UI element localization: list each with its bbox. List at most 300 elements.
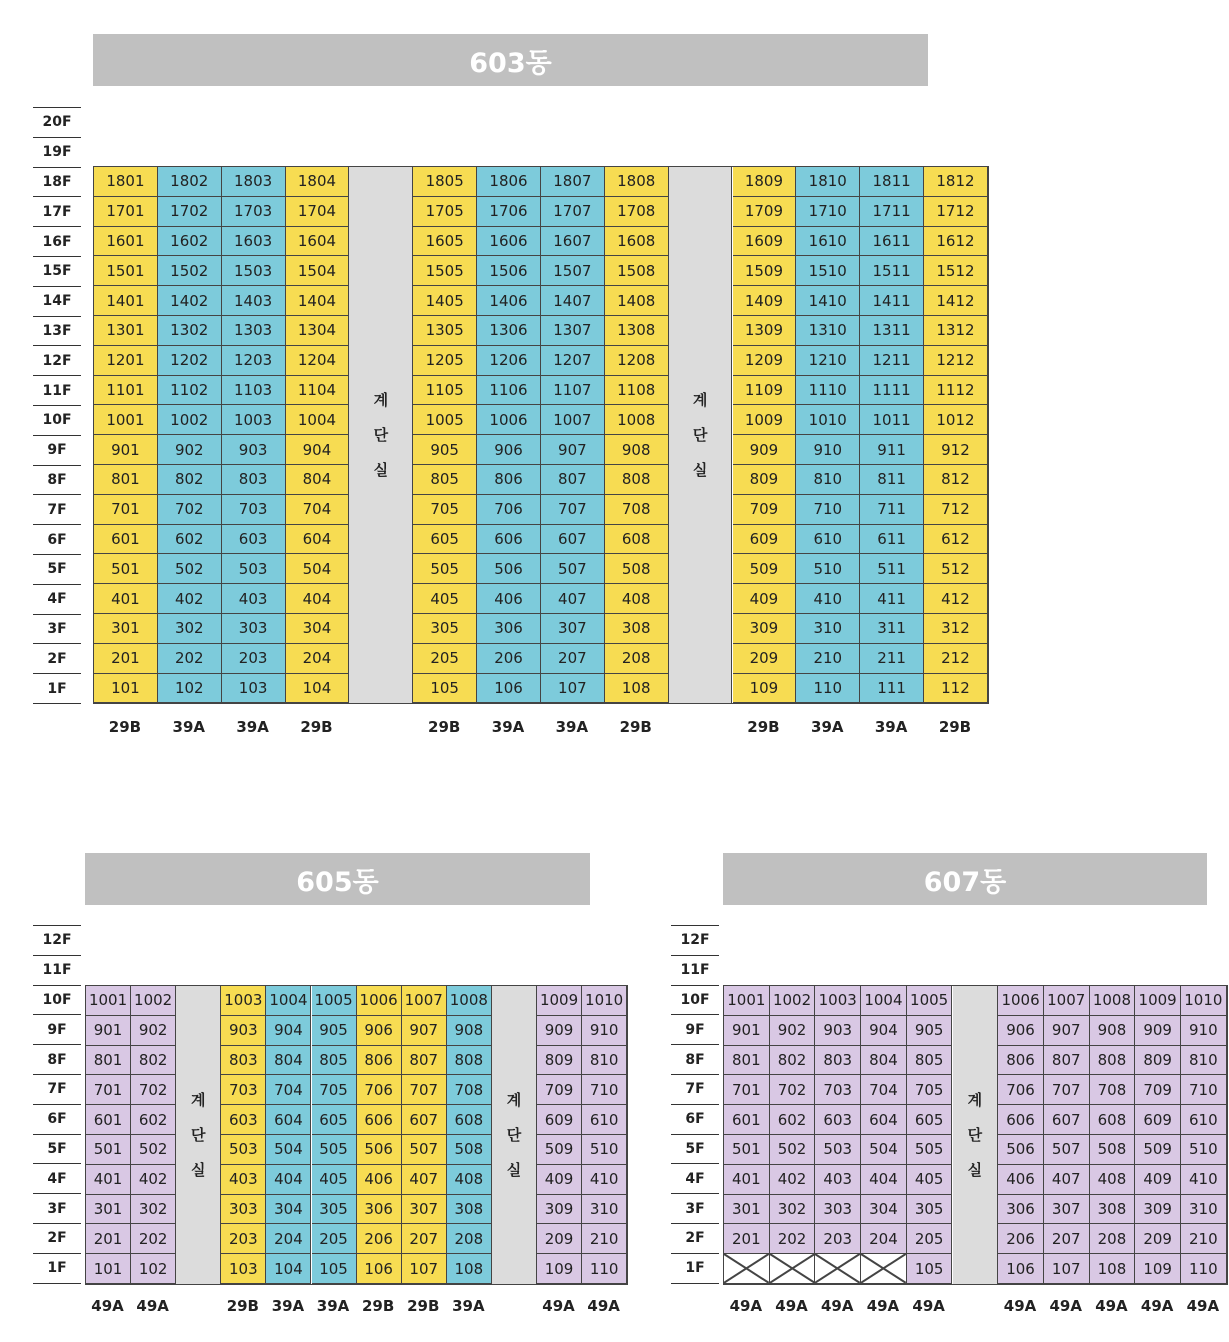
unit-cell[interactable]: 705 — [312, 1075, 357, 1105]
unit-cell[interactable]: 601 — [724, 1105, 770, 1135]
unit-cell[interactable]: 1101 — [94, 376, 158, 406]
unit-cell[interactable]: 305 — [907, 1195, 953, 1225]
unit-cell[interactable]: 812 — [924, 465, 988, 495]
unit-cell[interactable]: 1710 — [796, 197, 860, 227]
unit-cell[interactable]: 501 — [86, 1135, 131, 1165]
unit-cell[interactable]: 201 — [94, 644, 158, 674]
unit-cell[interactable]: 102 — [131, 1254, 176, 1284]
unit-cell[interactable]: 908 — [447, 1016, 492, 1046]
unit-cell[interactable]: 608 — [447, 1105, 492, 1135]
unit-cell[interactable]: 1603 — [222, 227, 286, 257]
unit-cell[interactable]: 206 — [357, 1224, 402, 1254]
unit-cell[interactable]: 504 — [861, 1135, 907, 1165]
unit-cell[interactable]: 1811 — [860, 167, 924, 197]
unit-cell[interactable]: 709 — [733, 495, 797, 525]
unit-cell[interactable]: 408 — [605, 584, 669, 614]
unit-cell[interactable]: 1711 — [860, 197, 924, 227]
unit-cell[interactable]: 206 — [998, 1224, 1044, 1254]
unit-cell[interactable]: 909 — [1135, 1016, 1181, 1046]
unit-cell[interactable]: 506 — [357, 1135, 402, 1165]
unit-cell[interactable]: 712 — [924, 495, 988, 525]
unit-cell[interactable]: 903 — [221, 1016, 266, 1046]
unit-cell[interactable]: 911 — [860, 435, 924, 465]
unit-cell[interactable]: 310 — [796, 614, 860, 644]
unit-cell[interactable]: 211 — [860, 644, 924, 674]
unit-cell[interactable]: 505 — [312, 1135, 357, 1165]
unit-cell[interactable]: 1002 — [131, 986, 176, 1016]
unit-cell[interactable]: 909 — [733, 435, 797, 465]
unit-cell[interactable]: 1203 — [222, 346, 286, 376]
unit-cell[interactable]: 103 — [221, 1254, 266, 1284]
unit-cell[interactable]: 506 — [477, 554, 541, 584]
unit-cell[interactable]: 804 — [266, 1046, 311, 1076]
unit-cell[interactable]: 101 — [86, 1254, 131, 1284]
unit-cell[interactable]: 609 — [537, 1105, 582, 1135]
unit-cell[interactable]: 1705 — [413, 197, 477, 227]
unit-cell[interactable]: 306 — [357, 1195, 402, 1225]
unit-cell[interactable]: 1008 — [605, 405, 669, 435]
unit-cell[interactable]: 401 — [94, 584, 158, 614]
unit-cell[interactable]: 1606 — [477, 227, 541, 257]
unit-cell[interactable]: 707 — [402, 1075, 447, 1105]
unit-cell[interactable]: 106 — [357, 1254, 402, 1284]
unit-cell[interactable]: 308 — [447, 1195, 492, 1225]
unit-cell[interactable]: 610 — [796, 525, 860, 555]
unit-cell[interactable]: 1007 — [402, 986, 447, 1016]
unit-cell[interactable]: 1501 — [94, 256, 158, 286]
unit-cell[interactable]: 1804 — [286, 167, 350, 197]
unit-cell[interactable]: 904 — [286, 435, 350, 465]
unit-cell[interactable]: 1005 — [907, 986, 953, 1016]
unit-cell[interactable]: 203 — [221, 1224, 266, 1254]
unit-cell-unavailable[interactable] — [724, 1254, 770, 1284]
unit-cell[interactable]: 802 — [158, 465, 222, 495]
unit-cell[interactable]: 109 — [537, 1254, 582, 1284]
unit-cell[interactable]: 906 — [998, 1016, 1044, 1046]
unit-cell[interactable]: 209 — [1135, 1224, 1181, 1254]
unit-cell[interactable]: 101 — [94, 674, 158, 704]
unit-cell[interactable]: 110 — [582, 1254, 627, 1284]
unit-cell[interactable]: 1504 — [286, 256, 350, 286]
unit-cell[interactable]: 104 — [286, 674, 350, 704]
unit-cell[interactable]: 1209 — [733, 346, 797, 376]
unit-cell[interactable]: 706 — [477, 495, 541, 525]
unit-cell[interactable]: 902 — [131, 1016, 176, 1046]
unit-cell[interactable]: 208 — [447, 1224, 492, 1254]
unit-cell[interactable]: 408 — [447, 1165, 492, 1195]
unit-cell[interactable]: 407 — [402, 1165, 447, 1195]
unit-cell[interactable]: 1003 — [222, 405, 286, 435]
unit-cell[interactable]: 302 — [158, 614, 222, 644]
unit-cell[interactable]: 403 — [221, 1165, 266, 1195]
unit-cell[interactable]: 609 — [733, 525, 797, 555]
unit-cell[interactable]: 704 — [286, 495, 350, 525]
unit-cell[interactable]: 710 — [796, 495, 860, 525]
unit-cell[interactable]: 605 — [413, 525, 477, 555]
unit-cell[interactable]: 512 — [924, 554, 988, 584]
unit-cell[interactable]: 610 — [582, 1105, 627, 1135]
unit-cell[interactable]: 1010 — [796, 405, 860, 435]
unit-cell[interactable]: 410 — [1181, 1165, 1227, 1195]
unit-cell[interactable]: 107 — [402, 1254, 447, 1284]
unit-cell[interactable]: 510 — [582, 1135, 627, 1165]
unit-cell[interactable]: 806 — [357, 1046, 402, 1076]
unit-cell[interactable]: 402 — [131, 1165, 176, 1195]
unit-cell[interactable]: 1212 — [924, 346, 988, 376]
unit-cell[interactable]: 110 — [796, 674, 860, 704]
unit-cell[interactable]: 106 — [477, 674, 541, 704]
unit-cell[interactable]: 610 — [1181, 1105, 1227, 1135]
unit-cell[interactable]: 306 — [477, 614, 541, 644]
unit-cell[interactable]: 1308 — [605, 316, 669, 346]
unit-cell[interactable]: 205 — [907, 1224, 953, 1254]
unit-cell[interactable]: 104 — [266, 1254, 311, 1284]
unit-cell[interactable]: 804 — [861, 1046, 907, 1076]
unit-cell[interactable]: 110 — [1181, 1254, 1227, 1284]
unit-cell[interactable]: 907 — [541, 435, 605, 465]
unit-cell[interactable]: 710 — [1181, 1075, 1227, 1105]
unit-cell[interactable]: 1204 — [286, 346, 350, 376]
unit-cell[interactable]: 707 — [1044, 1075, 1090, 1105]
unit-cell[interactable]: 508 — [447, 1135, 492, 1165]
unit-cell[interactable]: 507 — [1044, 1135, 1090, 1165]
unit-cell-unavailable[interactable] — [770, 1254, 816, 1284]
unit-cell[interactable]: 1102 — [158, 376, 222, 406]
unit-cell[interactable]: 504 — [266, 1135, 311, 1165]
unit-cell[interactable]: 1601 — [94, 227, 158, 257]
unit-cell[interactable]: 708 — [447, 1075, 492, 1105]
unit-cell[interactable]: 912 — [924, 435, 988, 465]
unit-cell[interactable]: 1511 — [860, 256, 924, 286]
unit-cell[interactable]: 709 — [1135, 1075, 1181, 1105]
unit-cell[interactable]: 606 — [357, 1105, 402, 1135]
unit-cell[interactable]: 701 — [724, 1075, 770, 1105]
unit-cell[interactable]: 803 — [221, 1046, 266, 1076]
unit-cell[interactable]: 409 — [733, 584, 797, 614]
unit-cell[interactable]: 509 — [537, 1135, 582, 1165]
unit-cell[interactable]: 1608 — [605, 227, 669, 257]
unit-cell[interactable]: 1201 — [94, 346, 158, 376]
unit-cell[interactable]: 1307 — [541, 316, 605, 346]
unit-cell[interactable]: 1412 — [924, 286, 988, 316]
unit-cell[interactable]: 502 — [158, 554, 222, 584]
unit-cell[interactable]: 1810 — [796, 167, 860, 197]
unit-cell[interactable]: 808 — [447, 1046, 492, 1076]
unit-cell[interactable]: 207 — [1044, 1224, 1090, 1254]
unit-cell[interactable]: 1008 — [1090, 986, 1136, 1016]
unit-cell[interactable]: 502 — [131, 1135, 176, 1165]
unit-cell[interactable]: 102 — [158, 674, 222, 704]
unit-cell[interactable]: 304 — [266, 1195, 311, 1225]
unit-cell[interactable]: 205 — [312, 1224, 357, 1254]
unit-cell[interactable]: 212 — [924, 644, 988, 674]
unit-cell[interactable]: 1004 — [266, 986, 311, 1016]
unit-cell[interactable]: 308 — [605, 614, 669, 644]
unit-cell[interactable]: 602 — [770, 1105, 816, 1135]
unit-cell[interactable]: 105 — [312, 1254, 357, 1284]
unit-cell[interactable]: 1402 — [158, 286, 222, 316]
unit-cell[interactable]: 1301 — [94, 316, 158, 346]
unit-cell[interactable]: 406 — [477, 584, 541, 614]
unit-cell[interactable]: 1311 — [860, 316, 924, 346]
unit-cell[interactable]: 507 — [402, 1135, 447, 1165]
unit-cell[interactable]: 305 — [413, 614, 477, 644]
unit-cell[interactable]: 1008 — [447, 986, 492, 1016]
unit-cell[interactable]: 509 — [733, 554, 797, 584]
unit-cell[interactable]: 401 — [724, 1165, 770, 1195]
unit-cell[interactable]: 707 — [541, 495, 605, 525]
unit-cell[interactable]: 107 — [541, 674, 605, 704]
unit-cell[interactable]: 606 — [998, 1105, 1044, 1135]
unit-cell[interactable]: 803 — [815, 1046, 861, 1076]
unit-cell[interactable]: 202 — [770, 1224, 816, 1254]
unit-cell[interactable]: 1408 — [605, 286, 669, 316]
unit-cell[interactable]: 406 — [998, 1165, 1044, 1195]
unit-cell[interactable]: 508 — [1090, 1135, 1136, 1165]
unit-cell[interactable]: 304 — [861, 1195, 907, 1225]
unit-cell[interactable]: 204 — [266, 1224, 311, 1254]
unit-cell[interactable]: 1012 — [924, 405, 988, 435]
unit-cell[interactable]: 801 — [86, 1046, 131, 1076]
unit-cell[interactable]: 711 — [860, 495, 924, 525]
unit-cell[interactable]: 105 — [413, 674, 477, 704]
unit-cell[interactable]: 603 — [815, 1105, 861, 1135]
unit-cell[interactable]: 111 — [860, 674, 924, 704]
unit-cell[interactable]: 108 — [447, 1254, 492, 1284]
unit-cell[interactable]: 702 — [770, 1075, 816, 1105]
unit-cell[interactable]: 1712 — [924, 197, 988, 227]
unit-cell[interactable]: 202 — [158, 644, 222, 674]
unit-cell[interactable]: 1007 — [1044, 986, 1090, 1016]
unit-cell[interactable]: 312 — [924, 614, 988, 644]
unit-cell[interactable]: 306 — [998, 1195, 1044, 1225]
unit-cell[interactable]: 801 — [94, 465, 158, 495]
unit-cell[interactable]: 1508 — [605, 256, 669, 286]
unit-cell[interactable]: 1009 — [1135, 986, 1181, 1016]
unit-cell[interactable]: 901 — [724, 1016, 770, 1046]
unit-cell[interactable]: 1001 — [86, 986, 131, 1016]
unit-cell[interactable]: 503 — [222, 554, 286, 584]
unit-cell[interactable]: 1702 — [158, 197, 222, 227]
unit-cell[interactable]: 705 — [413, 495, 477, 525]
unit-cell[interactable]: 1109 — [733, 376, 797, 406]
unit-cell[interactable]: 607 — [541, 525, 605, 555]
unit-cell[interactable]: 1801 — [94, 167, 158, 197]
unit-cell[interactable]: 405 — [312, 1165, 357, 1195]
unit-cell[interactable]: 910 — [796, 435, 860, 465]
unit-cell[interactable]: 108 — [605, 674, 669, 704]
unit-cell[interactable]: 1312 — [924, 316, 988, 346]
unit-cell[interactable]: 602 — [131, 1105, 176, 1135]
unit-cell[interactable]: 1005 — [413, 405, 477, 435]
unit-cell[interactable]: 302 — [770, 1195, 816, 1225]
unit-cell[interactable]: 410 — [582, 1165, 627, 1195]
unit-cell[interactable]: 1409 — [733, 286, 797, 316]
unit-cell[interactable]: 1512 — [924, 256, 988, 286]
unit-cell[interactable]: 910 — [582, 1016, 627, 1046]
unit-cell[interactable]: 809 — [733, 465, 797, 495]
unit-cell[interactable]: 1602 — [158, 227, 222, 257]
unit-cell[interactable]: 1707 — [541, 197, 605, 227]
unit-cell[interactable]: 608 — [605, 525, 669, 555]
unit-cell[interactable]: 210 — [582, 1224, 627, 1254]
unit-cell[interactable]: 601 — [86, 1105, 131, 1135]
unit-cell[interactable]: 811 — [860, 465, 924, 495]
unit-cell[interactable]: 203 — [815, 1224, 861, 1254]
unit-cell[interactable]: 209 — [733, 644, 797, 674]
unit-cell[interactable]: 406 — [357, 1165, 402, 1195]
unit-cell[interactable]: 612 — [924, 525, 988, 555]
unit-cell[interactable]: 1302 — [158, 316, 222, 346]
unit-cell[interactable]: 807 — [402, 1046, 447, 1076]
unit-cell[interactable]: 603 — [221, 1105, 266, 1135]
unit-cell[interactable]: 1403 — [222, 286, 286, 316]
unit-cell[interactable]: 905 — [907, 1016, 953, 1046]
unit-cell[interactable]: 1506 — [477, 256, 541, 286]
unit-cell[interactable]: 409 — [1135, 1165, 1181, 1195]
unit-cell[interactable]: 901 — [94, 435, 158, 465]
unit-cell[interactable]: 506 — [998, 1135, 1044, 1165]
unit-cell[interactable]: 501 — [724, 1135, 770, 1165]
unit-cell[interactable]: 1108 — [605, 376, 669, 406]
unit-cell[interactable]: 1401 — [94, 286, 158, 316]
unit-cell[interactable]: 602 — [158, 525, 222, 555]
unit-cell[interactable]: 1205 — [413, 346, 477, 376]
unit-cell[interactable]: 508 — [605, 554, 669, 584]
unit-cell[interactable]: 706 — [357, 1075, 402, 1105]
unit-cell[interactable]: 810 — [1181, 1046, 1227, 1076]
unit-cell[interactable]: 408 — [1090, 1165, 1136, 1195]
unit-cell[interactable]: 201 — [724, 1224, 770, 1254]
unit-cell[interactable]: 1503 — [222, 256, 286, 286]
unit-cell[interactable]: 1505 — [413, 256, 477, 286]
unit-cell[interactable]: 908 — [1090, 1016, 1136, 1046]
unit-cell[interactable]: 1808 — [605, 167, 669, 197]
unit-cell[interactable]: 1404 — [286, 286, 350, 316]
unit-cell[interactable]: 407 — [541, 584, 605, 614]
unit-cell[interactable]: 1509 — [733, 256, 797, 286]
unit-cell[interactable]: 1009 — [733, 405, 797, 435]
unit-cell[interactable]: 303 — [222, 614, 286, 644]
unit-cell[interactable]: 402 — [158, 584, 222, 614]
unit-cell[interactable]: 606 — [477, 525, 541, 555]
unit-cell[interactable]: 1202 — [158, 346, 222, 376]
unit-cell[interactable]: 204 — [861, 1224, 907, 1254]
unit-cell[interactable]: 503 — [815, 1135, 861, 1165]
unit-cell[interactable]: 106 — [998, 1254, 1044, 1284]
unit-cell[interactable]: 311 — [860, 614, 924, 644]
unit-cell[interactable]: 1405 — [413, 286, 477, 316]
unit-cell[interactable]: 805 — [907, 1046, 953, 1076]
unit-cell[interactable]: 108 — [1090, 1254, 1136, 1284]
unit-cell[interactable]: 403 — [815, 1165, 861, 1195]
unit-cell[interactable]: 1605 — [413, 227, 477, 257]
unit-cell[interactable]: 1703 — [222, 197, 286, 227]
unit-cell[interactable]: 1305 — [413, 316, 477, 346]
unit-cell[interactable]: 510 — [1181, 1135, 1227, 1165]
unit-cell[interactable]: 404 — [286, 584, 350, 614]
unit-cell[interactable]: 503 — [221, 1135, 266, 1165]
unit-cell[interactable]: 204 — [286, 644, 350, 674]
unit-cell[interactable]: 909 — [537, 1016, 582, 1046]
unit-cell[interactable]: 1006 — [357, 986, 402, 1016]
unit-cell[interactable]: 802 — [131, 1046, 176, 1076]
unit-cell[interactable]: 1706 — [477, 197, 541, 227]
unit-cell[interactable]: 809 — [537, 1046, 582, 1076]
unit-cell[interactable]: 103 — [222, 674, 286, 704]
unit-cell[interactable]: 510 — [796, 554, 860, 584]
unit-cell[interactable]: 903 — [222, 435, 286, 465]
unit-cell[interactable]: 301 — [86, 1195, 131, 1225]
unit-cell[interactable]: 303 — [221, 1195, 266, 1225]
unit-cell[interactable]: 808 — [1090, 1046, 1136, 1076]
unit-cell[interactable]: 703 — [815, 1075, 861, 1105]
unit-cell[interactable]: 1006 — [477, 405, 541, 435]
unit-cell[interactable]: 907 — [402, 1016, 447, 1046]
unit-cell[interactable]: 1004 — [861, 986, 907, 1016]
unit-cell[interactable]: 701 — [94, 495, 158, 525]
unit-cell[interactable]: 1110 — [796, 376, 860, 406]
unit-cell[interactable]: 501 — [94, 554, 158, 584]
unit-cell[interactable]: 709 — [537, 1075, 582, 1105]
unit-cell[interactable]: 1106 — [477, 376, 541, 406]
unit-cell[interactable]: 1001 — [94, 405, 158, 435]
unit-cell[interactable]: 405 — [413, 584, 477, 614]
unit-cell[interactable]: 703 — [221, 1075, 266, 1105]
unit-cell[interactable]: 1407 — [541, 286, 605, 316]
unit-cell[interactable]: 210 — [796, 644, 860, 674]
unit-cell[interactable]: 1003 — [221, 986, 266, 1016]
unit-cell[interactable]: 1010 — [1181, 986, 1227, 1016]
unit-cell[interactable]: 107 — [1044, 1254, 1090, 1284]
unit-cell[interactable]: 802 — [770, 1046, 816, 1076]
unit-cell[interactable]: 1112 — [924, 376, 988, 406]
unit-cell[interactable]: 1802 — [158, 167, 222, 197]
unit-cell[interactable]: 205 — [413, 644, 477, 674]
unit-cell[interactable]: 905 — [413, 435, 477, 465]
unit-cell[interactable]: 1207 — [541, 346, 605, 376]
unit-cell[interactable]: 1609 — [733, 227, 797, 257]
unit-cell-unavailable[interactable] — [815, 1254, 861, 1284]
unit-cell[interactable]: 1410 — [796, 286, 860, 316]
unit-cell[interactable]: 806 — [998, 1046, 1044, 1076]
unit-cell[interactable]: 304 — [286, 614, 350, 644]
unit-cell[interactable]: 507 — [541, 554, 605, 584]
unit-cell[interactable]: 1610 — [796, 227, 860, 257]
unit-cell[interactable]: 708 — [605, 495, 669, 525]
unit-cell[interactable]: 1510 — [796, 256, 860, 286]
unit-cell[interactable]: 905 — [312, 1016, 357, 1046]
unit-cell[interactable]: 207 — [541, 644, 605, 674]
unit-cell[interactable]: 109 — [1135, 1254, 1181, 1284]
unit-cell[interactable]: 608 — [1090, 1105, 1136, 1135]
unit-cell[interactable]: 807 — [541, 465, 605, 495]
unit-cell[interactable]: 309 — [1135, 1195, 1181, 1225]
unit-cell[interactable]: 710 — [582, 1075, 627, 1105]
unit-cell[interactable]: 1704 — [286, 197, 350, 227]
unit-cell[interactable]: 609 — [1135, 1105, 1181, 1135]
unit-cell[interactable]: 202 — [131, 1224, 176, 1254]
unit-cell[interactable]: 207 — [402, 1224, 447, 1254]
unit-cell[interactable]: 407 — [1044, 1165, 1090, 1195]
unit-cell[interactable]: 1411 — [860, 286, 924, 316]
unit-cell[interactable]: 1310 — [796, 316, 860, 346]
unit-cell[interactable]: 1809 — [733, 167, 797, 197]
unit-cell[interactable]: 403 — [222, 584, 286, 614]
unit-cell[interactable]: 908 — [605, 435, 669, 465]
unit-cell[interactable]: 1604 — [286, 227, 350, 257]
unit-cell[interactable]: 209 — [537, 1224, 582, 1254]
